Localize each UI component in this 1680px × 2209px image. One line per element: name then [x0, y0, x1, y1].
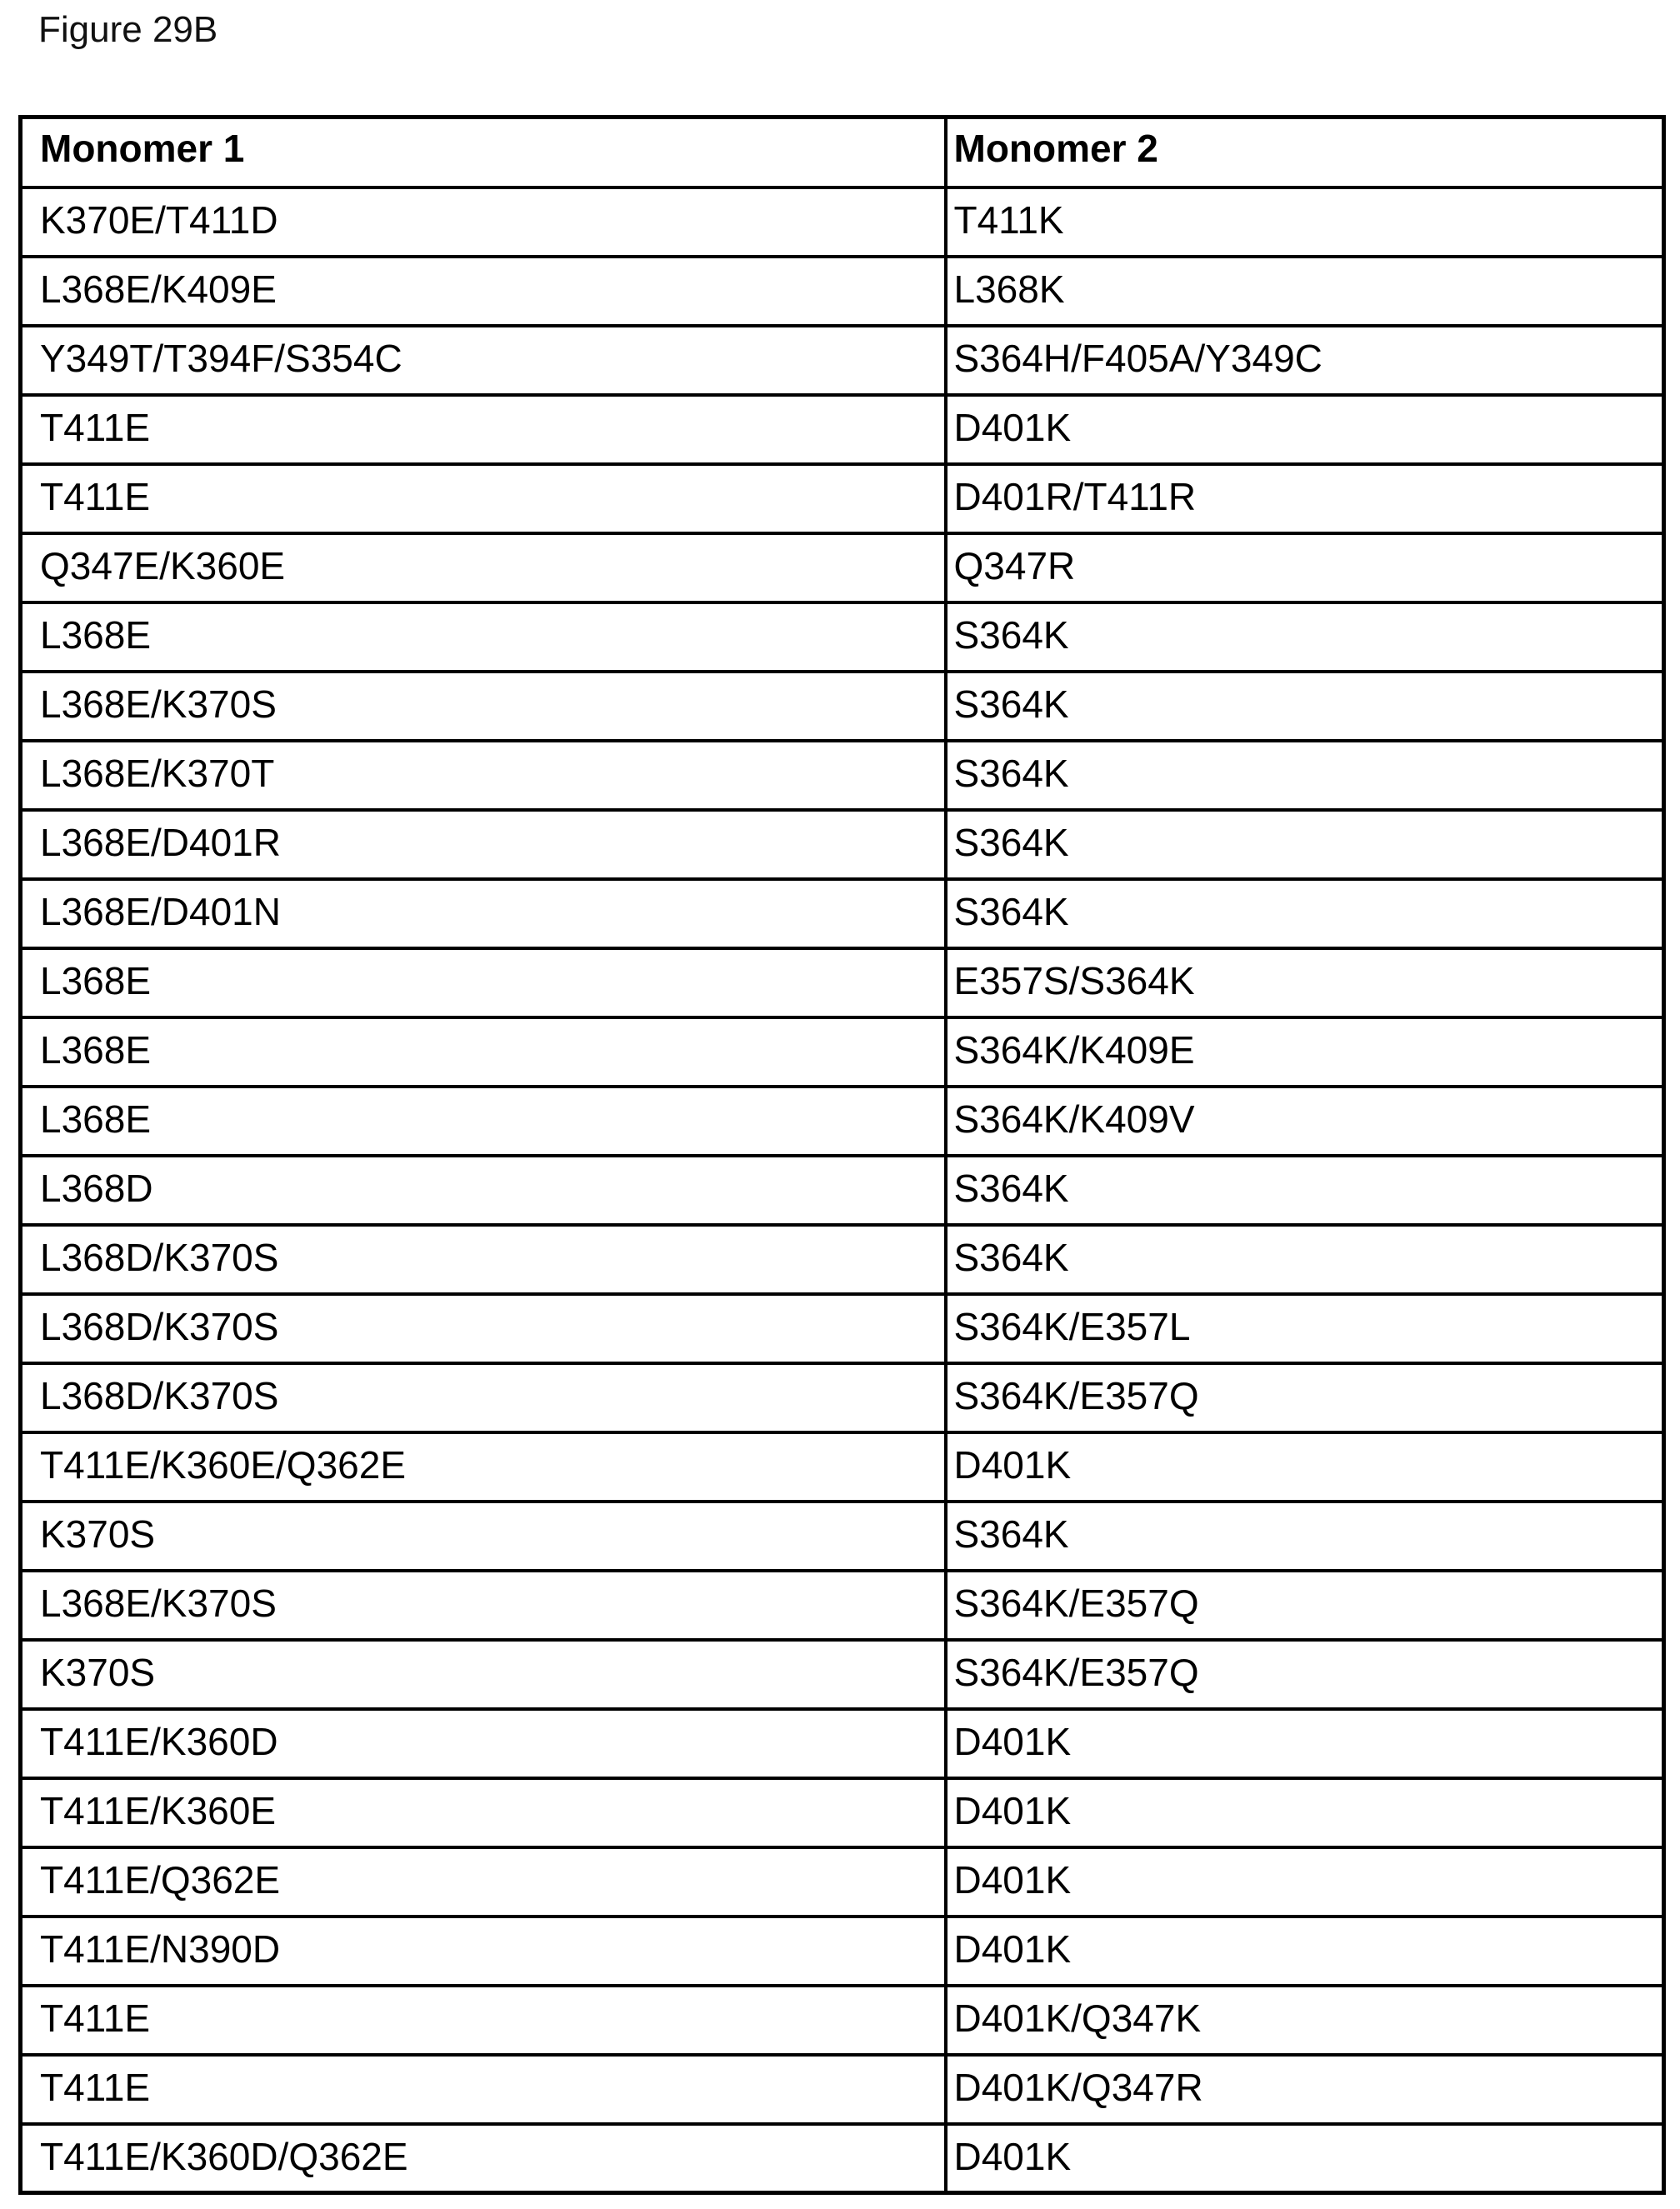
table-header-row — [21, 117, 1664, 187]
cell-monomer1: T411E/K360E — [21, 1778, 946, 1847]
cell-monomer1: L368E/D401N — [21, 879, 946, 948]
cell-monomer1: L368E/D401R — [21, 810, 946, 879]
cell-monomer2: S364K — [946, 672, 1664, 741]
table-row — [21, 1640, 1664, 1709]
cell-monomer1: L368E/K370S — [21, 1571, 946, 1640]
table-row — [21, 1917, 1664, 1986]
cell-monomer1: L368D/K370S — [21, 1294, 946, 1363]
cell-monomer2: S364K — [946, 1502, 1664, 1571]
cell-monomer2: D401K/Q347K — [946, 1986, 1664, 2055]
table-row — [21, 1986, 1664, 2055]
cell-monomer1: T411E/N390D — [21, 1917, 946, 1986]
table-row — [21, 1087, 1664, 1156]
cell-monomer1: L368E/K409E — [21, 257, 946, 326]
table-row — [21, 1294, 1664, 1363]
table-row — [21, 533, 1664, 602]
table-row — [21, 1363, 1664, 1432]
cell-monomer1: K370S — [21, 1502, 946, 1571]
cell-monomer2: D401K — [946, 1778, 1664, 1847]
table-row — [21, 326, 1664, 395]
cell-monomer2: S364K/K409V — [946, 1087, 1664, 1156]
cell-monomer2: D401K — [946, 1917, 1664, 1986]
cell-monomer2: S364K/E357L — [946, 1294, 1664, 1363]
cell-monomer1: L368D/K370S — [21, 1225, 946, 1294]
cell-monomer1: L368E — [21, 602, 946, 672]
table-row — [21, 810, 1664, 879]
cell-monomer2: D401R/T411R — [946, 464, 1664, 533]
cell-monomer1: L368E — [21, 1017, 946, 1087]
cell-monomer2: S364K — [946, 1156, 1664, 1225]
figure-label: Figure 29B — [38, 9, 218, 50]
cell-monomer1: L368D — [21, 1156, 946, 1225]
table-row — [21, 1156, 1664, 1225]
table-body — [21, 187, 1664, 2193]
cell-monomer2: S364K/E357Q — [946, 1363, 1664, 1432]
cell-monomer2: S364K — [946, 602, 1664, 672]
table-row — [21, 257, 1664, 326]
table-row — [21, 395, 1664, 464]
cell-monomer2: S364K — [946, 879, 1664, 948]
monomer-pairs-table — [18, 115, 1666, 2195]
cell-monomer2: D401K — [946, 1709, 1664, 1778]
table-row — [21, 464, 1664, 533]
cell-monomer1: L368D/K370S — [21, 1363, 946, 1432]
cell-monomer2: T411K — [946, 187, 1664, 257]
table-row — [21, 1778, 1664, 1847]
cell-monomer2: S364K/E357Q — [946, 1640, 1664, 1709]
cell-monomer1: L368E — [21, 1087, 946, 1156]
table-row — [21, 948, 1664, 1017]
table-row — [21, 1571, 1664, 1640]
table-row — [21, 1847, 1664, 1917]
cell-monomer1: K370S — [21, 1640, 946, 1709]
cell-monomer1: L368E/K370T — [21, 741, 946, 810]
cell-monomer1: T411E/K360D — [21, 1709, 946, 1778]
cell-monomer2: S364K/K409E — [946, 1017, 1664, 1087]
cell-monomer2: S364H/F405A/Y349C — [946, 326, 1664, 395]
cell-monomer1: L368E/K370S — [21, 672, 946, 741]
table-row — [21, 187, 1664, 257]
cell-monomer2: D401K — [946, 2124, 1664, 2193]
table-row — [21, 2124, 1664, 2193]
cell-monomer1: T411E — [21, 1986, 946, 2055]
cell-monomer2: D401K/Q347R — [946, 2055, 1664, 2124]
header-monomer-1: Monomer 1 — [21, 117, 946, 187]
cell-monomer2: E357S/S364K — [946, 948, 1664, 1017]
cell-monomer1: K370E/T411D — [21, 187, 946, 257]
cell-monomer2: S364K — [946, 810, 1664, 879]
cell-monomer2: S364K/E357Q — [946, 1571, 1664, 1640]
cell-monomer2: S364K — [946, 1225, 1664, 1294]
table-row — [21, 1502, 1664, 1571]
table-row — [21, 1017, 1664, 1087]
cell-monomer2: Q347R — [946, 533, 1664, 602]
table-row — [21, 1709, 1664, 1778]
table-row — [21, 1225, 1664, 1294]
cell-monomer1: Y349T/T394F/S354C — [21, 326, 946, 395]
cell-monomer1: T411E — [21, 464, 946, 533]
cell-monomer2: D401K — [946, 1432, 1664, 1502]
table-row — [21, 2055, 1664, 2124]
table-row — [21, 879, 1664, 948]
table-row — [21, 1432, 1664, 1502]
cell-monomer1: Q347E/K360E — [21, 533, 946, 602]
cell-monomer2: D401K — [946, 1847, 1664, 1917]
cell-monomer1: T411E/K360E/Q362E — [21, 1432, 946, 1502]
cell-monomer1: L368E — [21, 948, 946, 1017]
table-row — [21, 672, 1664, 741]
cell-monomer1: T411E/K360D/Q362E — [21, 2124, 946, 2193]
table-row — [21, 741, 1664, 810]
cell-monomer2: S364K — [946, 741, 1664, 810]
cell-monomer2: L368K — [946, 257, 1664, 326]
cell-monomer2: D401K — [946, 395, 1664, 464]
header-monomer-2: Monomer 2 — [946, 117, 1664, 187]
table-row — [21, 602, 1664, 672]
cell-monomer1: T411E — [21, 395, 946, 464]
cell-monomer1: T411E/Q362E — [21, 1847, 946, 1917]
cell-monomer1: T411E — [21, 2055, 946, 2124]
